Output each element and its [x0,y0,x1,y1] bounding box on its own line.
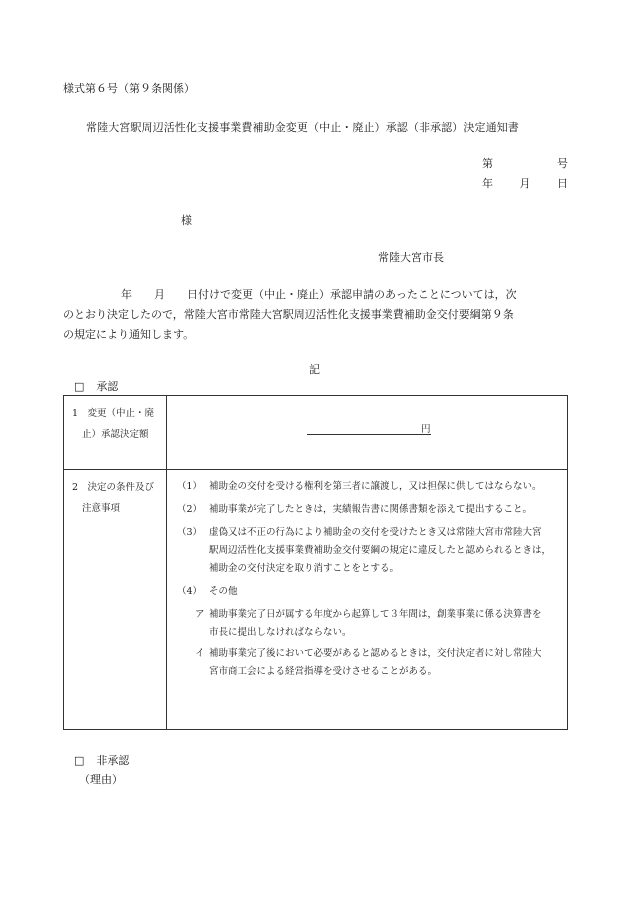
reason-label: （理由） [79,773,123,786]
document-number-line [482,155,568,171]
sub-condition-mark: ア [195,609,205,620]
conditions-label-cell [64,470,167,730]
conditions-content-cell [167,470,568,730]
rejected-checkbox[interactable]: □ [74,754,85,767]
document-date-line [482,175,568,191]
condition-number: （2） [177,504,203,515]
document-title: 常陸大宮駅周辺活性化支援事業費補助金変更（中止・廃止）承認（非承認）決定通知書 [86,121,519,134]
addressee-suffix: 様 [181,214,192,227]
condition-number: （4） [177,586,203,597]
sub-condition-text-continued: 市長に提出しなければならない。 [209,627,352,638]
approved-label: 承認 [96,380,119,393]
amount-label-line-2: 止）承認決定額 [82,429,149,440]
table-row-amount [64,396,568,470]
date-day: 日 [557,177,568,190]
rejected-option [74,752,129,768]
amount-unit: 円 [421,424,431,435]
amount-label-line-1: 1 変更（中止・廃 [72,408,155,419]
condition-item [177,524,561,578]
rejected-label: 非承認 [96,754,130,767]
condition-text: 虚偽又は不正の行為により補助金の交付を受けたとき又は常陸大宮市常陸大宮 [209,527,542,538]
number-prefix: 第 [482,157,493,170]
condition-item [177,478,561,496]
body-paragraph [63,285,555,345]
condition-text: その他 [209,586,238,597]
body-line-3: の規定により通知します。 [63,328,195,341]
condition-text-continued: 駅周辺活性化支援事業費補助金交付要綱の規定に違反したと認められるときは， [209,545,552,556]
condition-number: （3） [177,527,203,538]
conditions-label-line-1: 2 決定の条件及び [72,482,155,493]
table-row-conditions [64,470,568,730]
body-line-1: 年 月 日付けで変更（中止・廃止）承認申請のあったことについては，次 [121,288,517,301]
approved-option [74,378,118,394]
condition-text-continued: 補助金の交付決定を取り消すことをとする。 [209,563,400,574]
date-month: 月 [519,177,531,190]
sub-condition-item [177,606,561,642]
condition-item [177,501,561,519]
sub-condition-text: 補助事業完了後において必要があると認めるときは，交付決定者に対し常陸大 [209,648,542,659]
condition-number: （1） [177,481,203,492]
sub-condition-mark: イ [195,648,205,659]
decision-table [63,395,568,730]
ki-heading: 記 [309,363,320,376]
condition-item [177,583,561,601]
sub-condition-text-continued: 宮市商工会による経営指導を受けさせることがある。 [209,666,438,677]
conditions-label-line-2: 注意事項 [82,503,121,514]
sub-condition-item [177,645,561,681]
number-suffix: 号 [557,157,568,170]
condition-text: 補助金の交付を受ける権利を第三者に譲渡し，又は担保に供してはならない。 [209,481,542,492]
body-line-2: のとおり決定したので，常陸大宮市常陸大宮駅周辺活性化支援事業費補助金交付要綱第９条 [63,308,514,321]
amount-input-line[interactable] [307,422,431,435]
form-number: 様式第６号（第９条関係） [63,82,195,95]
sub-condition-text: 補助事業完了日が属する年度から起算して３年間は，創業事業に係る決算書を [209,609,542,620]
sender: 常陸大宮市長 [378,251,444,264]
date-year: 年 [482,177,493,190]
condition-text: 補助事業が完了したときは，実績報告書に関係書類を添えて提出すること。 [209,504,533,515]
amount-value-cell [167,396,568,470]
approved-checkbox[interactable]: □ [74,380,85,393]
amount-label-cell [64,396,167,470]
